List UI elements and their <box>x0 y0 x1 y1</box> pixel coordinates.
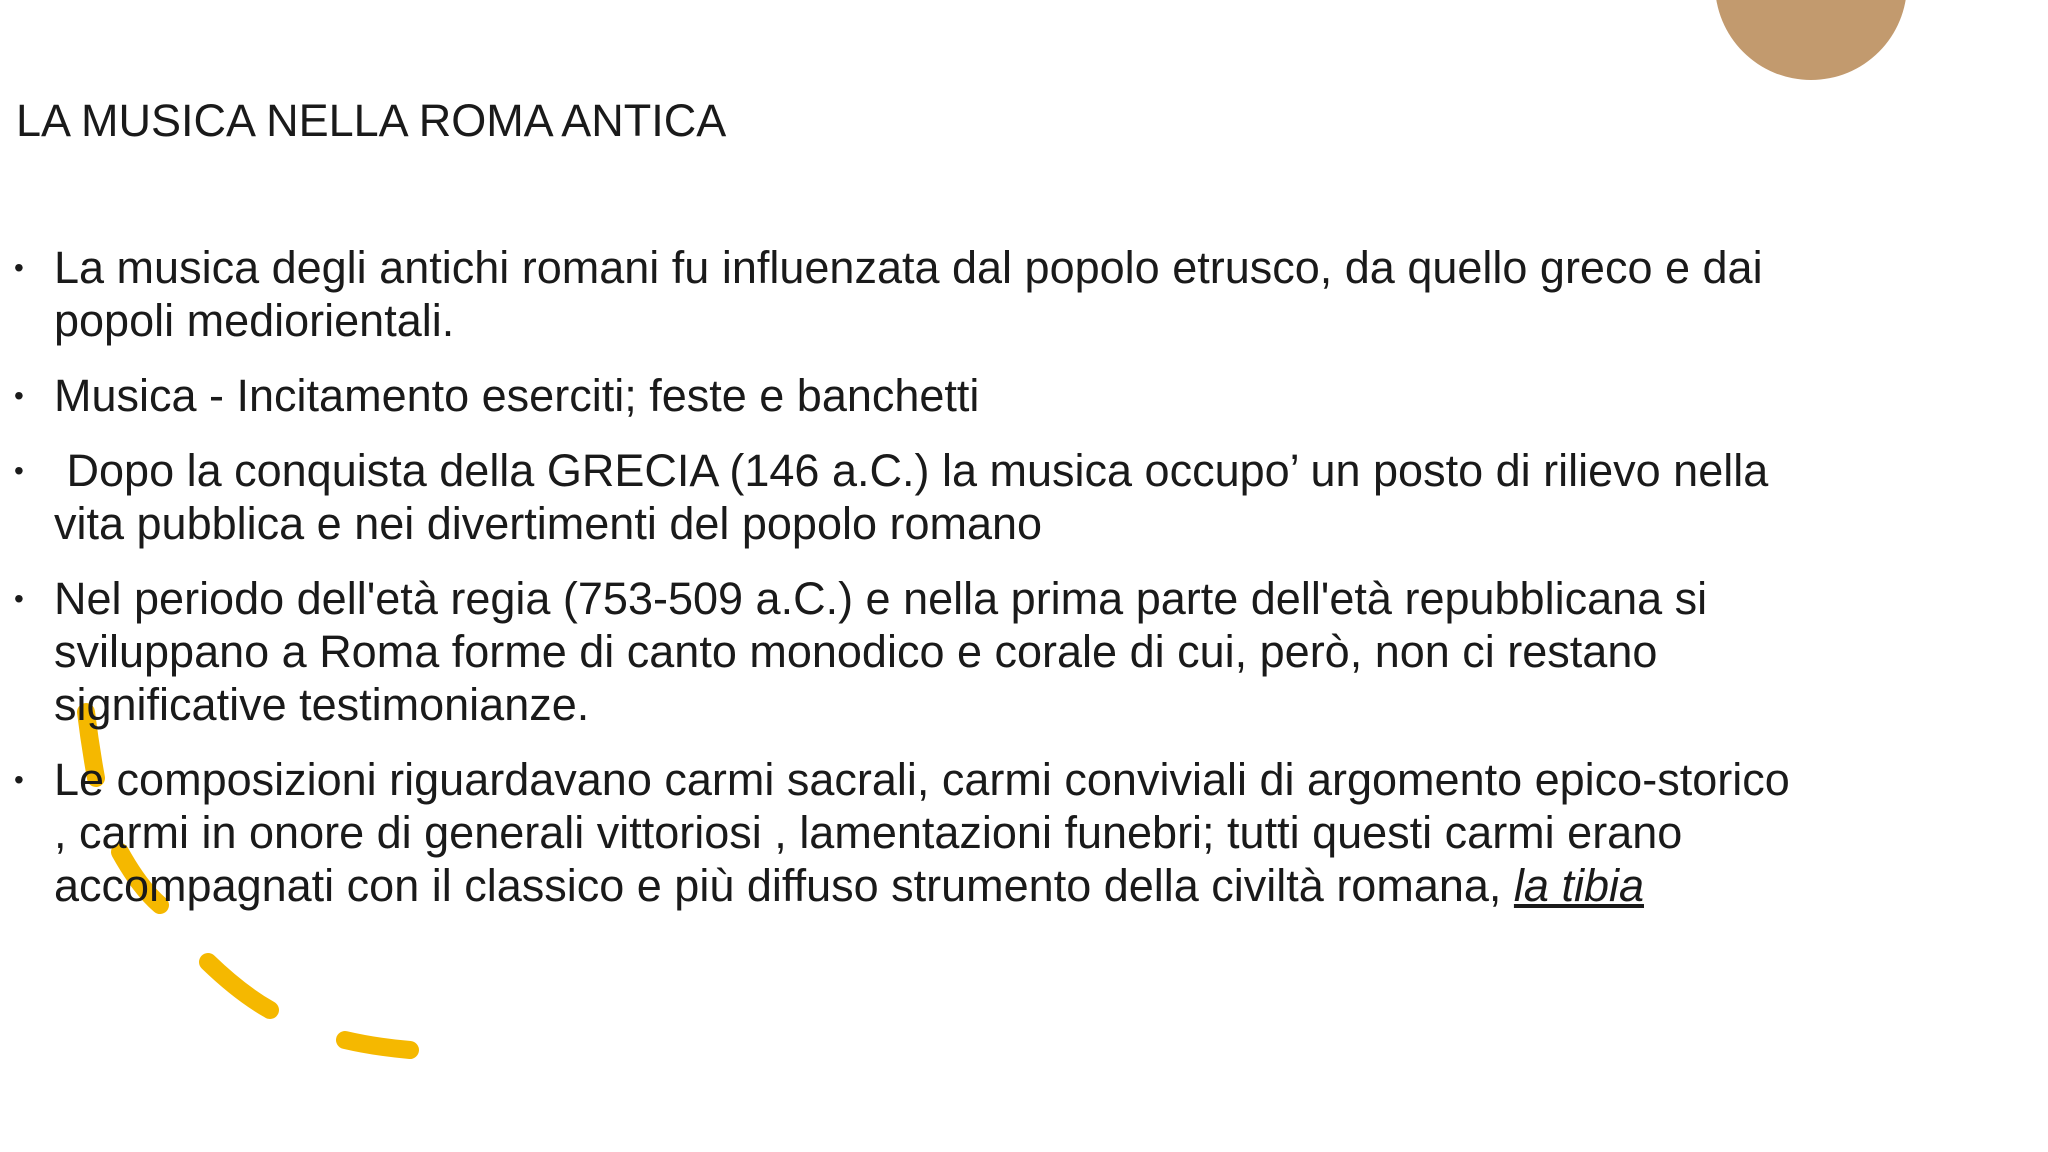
bullet-item <box>0 753 1790 912</box>
slide-title: LA MUSICA NELLA ROMA ANTICA <box>16 95 727 146</box>
bullet-text: Le composizioni riguardavano carmi sacrali, carmi conviviali di argomento epico-storico , carmi in onore di generali vittoriosi , lamentazioni funebri; tutti questi carmi erano accompagnati con il classico e più diffuso strumento della civiltà romana, <box>54 754 1790 911</box>
decorative-circle <box>1715 0 1907 80</box>
bullet-item <box>0 444 1790 550</box>
bullet-item <box>0 241 1790 347</box>
tibia-emphasis: la tibia <box>1513 860 1644 911</box>
dash-segment <box>208 962 270 1010</box>
bullet-text: Nel periodo dell'età regia (753-509 a.C.) e nella prima parte dell'età repubblicana si sviluppano a Roma forme di canto monodico e corale di cui, però, non ci restano significative testimonianze. <box>54 573 1708 730</box>
bullet-text: Musica - Incitamento eserciti; feste e banchetti <box>54 370 980 421</box>
bullet-text: Dopo la conquista della GRECIA (146 a.C.) la musica occupo’ un posto di rilievo nella vita pubblica e nei divertimenti del popolo romano <box>54 445 1781 549</box>
bullet-text: La musica degli antichi romani fu influenzata dal popolo etrusco, da quello greco e dai popoli mediorientali. <box>54 242 1763 346</box>
bullet-marker: • <box>14 380 24 411</box>
dash-segment <box>345 1040 410 1050</box>
bullet-list <box>0 241 1790 934</box>
bullet-marker: • <box>14 252 24 283</box>
bullet-marker: • <box>14 583 24 614</box>
bullet-item <box>0 369 1790 422</box>
bullet-item <box>0 572 1790 731</box>
bullet-marker: • <box>14 455 24 486</box>
bullet-marker: • <box>14 764 24 795</box>
